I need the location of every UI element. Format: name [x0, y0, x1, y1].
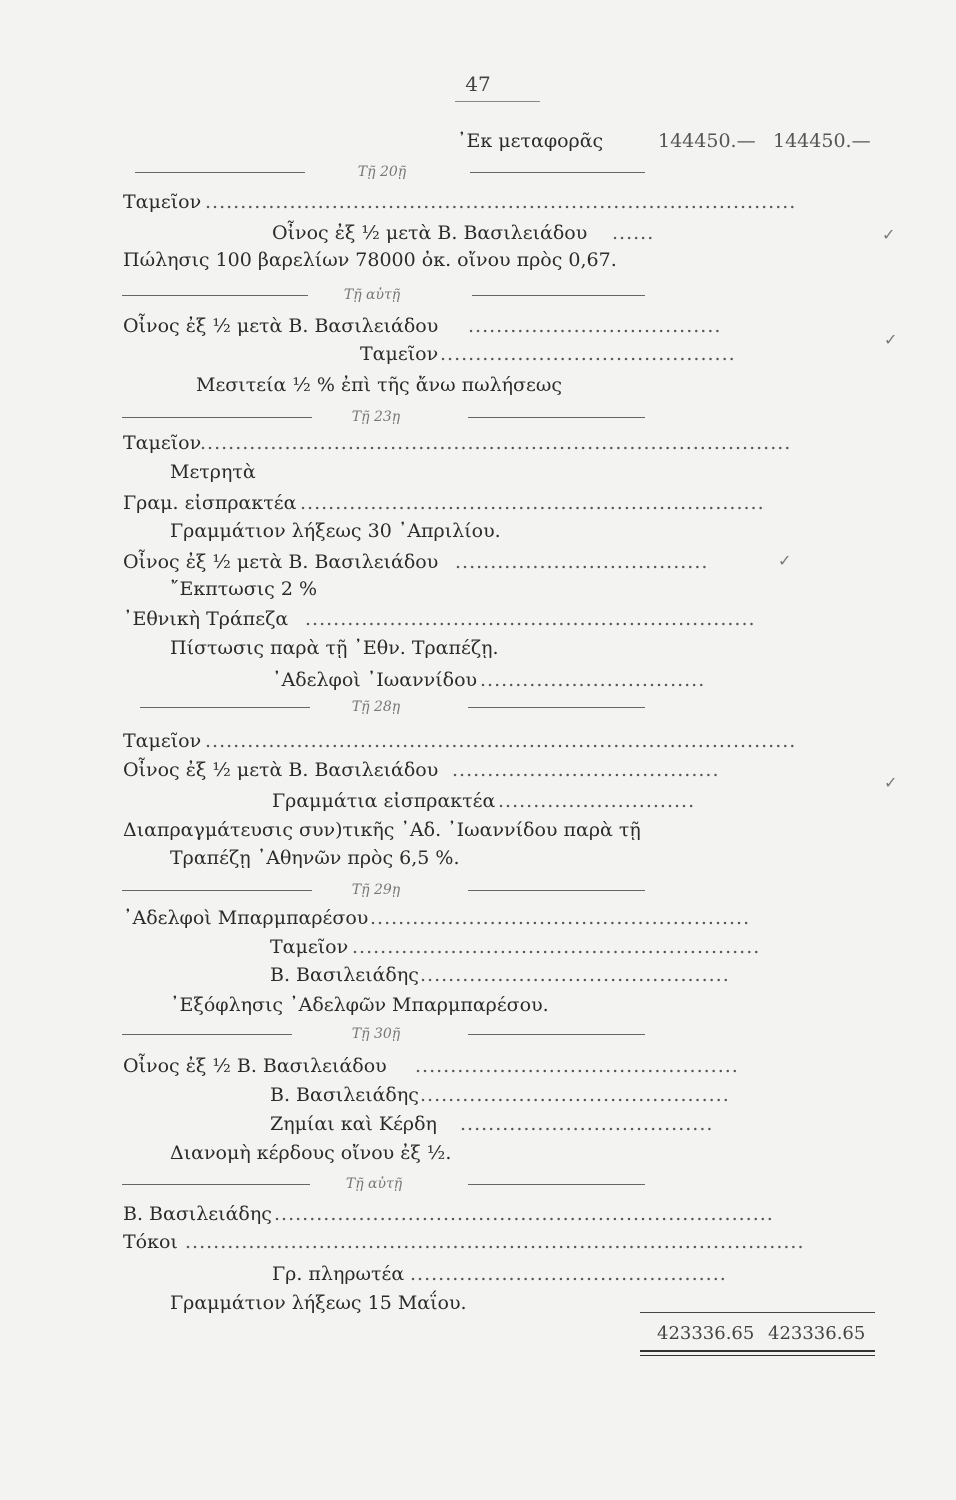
account-name: Τόκοι	[123, 1231, 178, 1253]
carry-forward-credit: 144450.—	[773, 130, 871, 152]
date-label: Τῇ αὐτῇ	[343, 287, 401, 303]
date-label: Τῇ 20ῇ	[357, 164, 407, 180]
account-name: Γρ. πληρωτέα	[272, 1263, 405, 1285]
account-name: Οἶνος ἐξ ½ Β. Βασιλειάδου	[123, 1055, 387, 1077]
entry-description: Γραμμάτιον λήξεως 30 ᾿Απριλίου.	[170, 520, 501, 542]
account-name: Γραμ. εἰσπρακτέα	[123, 492, 297, 514]
date-separator	[0, 407, 956, 427]
account-name: ᾿Εθνικὴ Τράπεζα	[123, 608, 289, 630]
date-label: Τῇ 23ῃ	[351, 409, 401, 425]
account-name: Ταμεῖον	[270, 936, 349, 958]
account-name: Β. Βασιλειάδης	[270, 964, 419, 986]
account-name: ᾿Αδελφοὶ ᾿Ιωαννίδου	[272, 669, 478, 691]
leader-dots: ......	[612, 222, 655, 244]
total-debit: 423336.65	[657, 1323, 755, 1344]
total-credit: 423336.65	[768, 1323, 866, 1344]
leader-dots: ..........................................	[440, 343, 736, 365]
date-label: Τῇ 30ῇ	[351, 1026, 401, 1042]
leader-dots: ............................................	[420, 1084, 730, 1106]
date-separator	[0, 1174, 956, 1194]
account-name: Ταμεῖον	[123, 191, 202, 213]
date-separator	[0, 697, 956, 717]
account-name: Ταμεῖον	[123, 730, 202, 752]
account-name: Ταμεῖον	[360, 343, 439, 365]
entry-description: Πίστωσις παρὰ τῇ ᾿Εθν. Τραπέζῃ.	[170, 637, 499, 659]
leader-dots: .............................................	[410, 1263, 727, 1285]
leader-dots: ................................................................	[305, 608, 756, 630]
account-name: ᾿Αδελφοὶ Μπαρμπαρέσου	[123, 907, 369, 929]
entry-description: Μετρητὰ	[170, 461, 256, 483]
account-name: Οἶνος ἐξ ½ μετὰ Β. Βασιλειάδου	[272, 222, 588, 244]
check-mark-icon: ✓	[884, 773, 898, 792]
date-label: Τῇ αὐτῇ	[345, 1176, 403, 1192]
date-separator	[0, 1024, 956, 1044]
leader-dots: ................................	[480, 669, 706, 691]
date-separator	[0, 880, 956, 900]
leader-dots: .......................................................................	[274, 1203, 774, 1225]
leader-dots: ............................................	[420, 964, 730, 986]
check-mark-icon: ✓	[778, 551, 792, 570]
account-name: Γραμμάτια εἰσπρακτέα	[272, 790, 496, 812]
entry-description: ᾿Εξόφλησις ᾿Αδελφῶν Μπαρμπαρέσου.	[170, 994, 549, 1016]
account-name: Οἶνος ἐξ ½ μετὰ Β. Βασιλειάδου	[123, 759, 439, 781]
account-name: Ταμεῖον	[123, 432, 202, 454]
leader-dots: ....................................................................................	[205, 730, 797, 752]
leader-dots: ....................................................................................	[205, 191, 797, 213]
page-number-rule	[455, 101, 540, 102]
entry-description: Γραμμάτιον λήξεως 15 Μαΐου.	[170, 1292, 467, 1314]
leader-dots: ....................................	[455, 551, 709, 573]
leader-dots: ............................	[498, 790, 696, 812]
leader-dots: ..............................................	[415, 1055, 739, 1077]
date-separator	[0, 162, 956, 182]
entry-description: Πώλησις 100 βαρελίων 78000 ὀκ. οἴνου πρὸς 0,67.	[123, 249, 617, 271]
account-name: Οἶνος ἐξ ½ μετὰ Β. Βασιλειάδου	[123, 315, 439, 337]
date-label: Τῇ 29ῃ	[351, 882, 401, 898]
leader-dots: ......................................	[452, 759, 720, 781]
leader-dots: ..........................................................	[352, 936, 761, 958]
double-rule	[640, 1350, 875, 1356]
leader-dots: ....................................................................................	[200, 432, 792, 454]
carry-forward-debit: 144450.—	[658, 130, 756, 152]
total-rule	[640, 1312, 875, 1313]
leader-dots: ......................................................	[370, 907, 751, 929]
entry-description: Μεσιτεία ½ % ἐπὶ τῆς ἄνω πωλήσεως	[196, 374, 562, 396]
leader-dots: ........................................................................................	[185, 1231, 805, 1253]
date-separator	[0, 285, 956, 305]
carry-forward-label: ᾿Εκ μεταφορᾶς	[457, 130, 604, 152]
leader-dots: ..................................................................	[300, 492, 765, 514]
check-mark-icon: ✓	[884, 330, 898, 349]
account-name: Β. Βασιλειάδης	[123, 1203, 272, 1225]
entry-description: ῎Εκπτωσις 2 %	[170, 578, 318, 600]
check-mark-icon: ✓	[882, 225, 896, 244]
account-name: Ζημίαι καὶ Κέρδη	[270, 1113, 437, 1135]
page-number: 47	[465, 72, 491, 96]
leader-dots: ....................................	[460, 1113, 714, 1135]
entry-description: Διανομὴ κέρδους οἴνου ἐξ ½.	[170, 1142, 452, 1164]
entry-description: Τραπέζῃ ᾿Αθηνῶν πρὸς 6,5 %.	[170, 847, 460, 869]
date-label: Τῇ 28ῃ	[351, 699, 401, 715]
account-name: Β. Βασιλειάδης	[270, 1084, 419, 1106]
leader-dots: ....................................	[468, 315, 722, 337]
account-name: Οἶνος ἐξ ½ μετὰ Β. Βασιλειάδου	[123, 551, 439, 573]
entry-description: Διαπραγμάτευσις συν)τικῆς ᾿Αδ. ᾿Ιωαννίδου παρὰ τῇ	[123, 819, 641, 841]
